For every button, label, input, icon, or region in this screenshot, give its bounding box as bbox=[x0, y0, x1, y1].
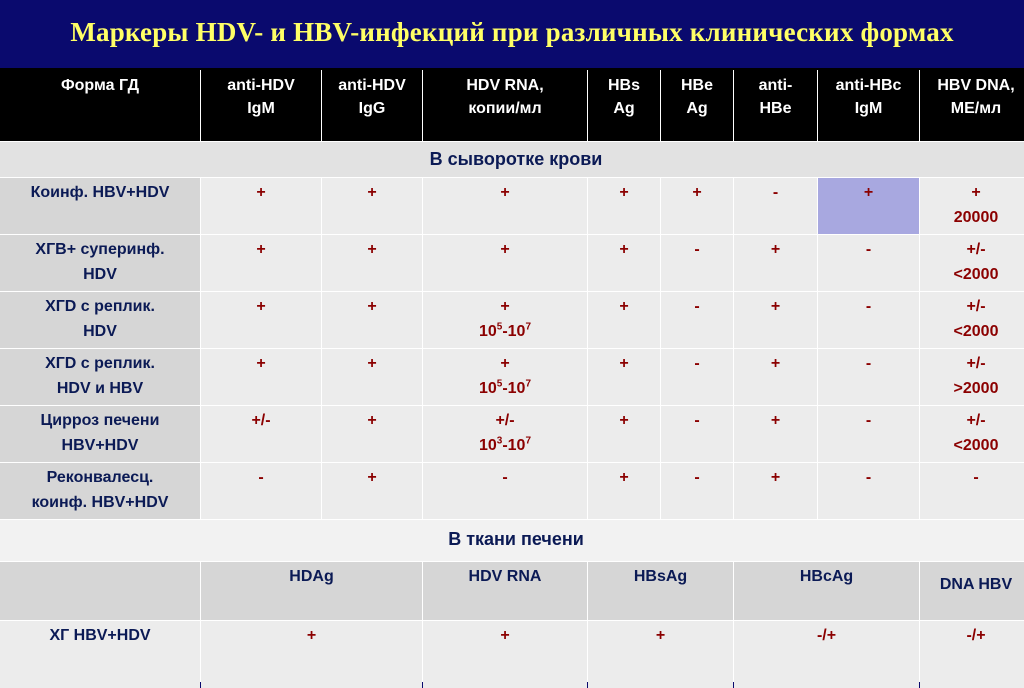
cell-value: -/+ bbox=[734, 621, 919, 688]
cell-value: +/- bbox=[201, 406, 321, 462]
cell-value: +/- <2000 bbox=[920, 406, 1024, 462]
cell-value: - bbox=[920, 463, 1024, 519]
row-label: ХГ HBV+HDV bbox=[0, 621, 200, 688]
cell-value: + bbox=[201, 292, 321, 348]
liver-column-header: HDAg bbox=[201, 562, 422, 620]
column-header: anti-HDV IgG bbox=[322, 70, 422, 141]
cell-value: +/- >2000 bbox=[920, 349, 1024, 405]
liver-column-header: DNA HBV bbox=[920, 562, 1024, 620]
column-header: anti-HBc IgM bbox=[818, 70, 919, 141]
liver-column-header: HBcAg bbox=[734, 562, 919, 620]
cell-value: + bbox=[734, 349, 817, 405]
cell-value: + bbox=[734, 235, 817, 291]
column-header: anti-HDV IgM bbox=[201, 70, 321, 141]
cell-value: + bbox=[734, 406, 817, 462]
cell-value-rna: - bbox=[423, 463, 587, 519]
section-liver: В ткани печени bbox=[0, 520, 1024, 561]
cell-value: +/- <2000 bbox=[920, 292, 1024, 348]
cell-value: + bbox=[201, 178, 321, 234]
cell-value: + bbox=[661, 178, 733, 234]
cell-value: + bbox=[588, 292, 660, 348]
cell-value: + bbox=[423, 621, 587, 688]
cell-value: - bbox=[661, 235, 733, 291]
cell-value: + bbox=[588, 463, 660, 519]
cell-value: - bbox=[201, 463, 321, 519]
row-label: Цирроз печени HBV+HDV bbox=[0, 406, 200, 462]
cell-value: + bbox=[588, 178, 660, 234]
cell-value: -/+ bbox=[920, 621, 1024, 688]
markers-table bbox=[0, 68, 1024, 682]
cell-value: + bbox=[201, 621, 422, 688]
cell-value: + bbox=[588, 349, 660, 405]
column-header: HDV RNA, копии/мл bbox=[423, 70, 587, 141]
column-header: HBs Ag bbox=[588, 70, 660, 141]
cell-value: - bbox=[818, 235, 919, 291]
row-label: ХГВ+ суперинф. HDV bbox=[0, 235, 200, 291]
column-header: anti- HBe bbox=[734, 70, 817, 141]
cell-value: + bbox=[588, 235, 660, 291]
cell-value-rna: + bbox=[423, 235, 587, 291]
section-serum: В сыворотке крови bbox=[0, 142, 1024, 177]
liver-header-empty bbox=[0, 562, 200, 620]
cell-value: - bbox=[734, 178, 817, 234]
cell-value: + bbox=[322, 235, 422, 291]
cell-value: + bbox=[201, 349, 321, 405]
cell-value: - bbox=[818, 292, 919, 348]
cell-value-rna: + $10^5-10^7$ bbox=[423, 349, 587, 405]
cell-value-rna: +/- $10^3-10^7$ bbox=[423, 406, 587, 462]
cell-value: + bbox=[734, 292, 817, 348]
column-header: HBV DNA, МЕ/мл bbox=[920, 70, 1024, 141]
cell-value: - bbox=[818, 463, 919, 519]
cell-value: + bbox=[322, 349, 422, 405]
cell-value: + bbox=[588, 406, 660, 462]
row-label: Реконвалесц. коинф. HBV+HDV bbox=[0, 463, 200, 519]
cell-value: + bbox=[734, 463, 817, 519]
cell-value: - bbox=[818, 406, 919, 462]
liver-column-header: HBsAg bbox=[588, 562, 733, 620]
cell-value: + bbox=[818, 178, 919, 234]
column-header: Форма ГД bbox=[0, 70, 200, 141]
cell-value: + bbox=[588, 621, 733, 688]
cell-value-rna: + bbox=[423, 178, 587, 234]
column-header: HBe Ag bbox=[661, 70, 733, 141]
cell-value: + 20000 bbox=[920, 178, 1024, 234]
cell-value: +/- <2000 bbox=[920, 235, 1024, 291]
cell-value: - bbox=[818, 349, 919, 405]
cell-value: - bbox=[661, 292, 733, 348]
cell-value: - bbox=[661, 349, 733, 405]
cell-value: + bbox=[322, 463, 422, 519]
cell-value: - bbox=[661, 406, 733, 462]
cell-value: + bbox=[322, 406, 422, 462]
cell-value: + bbox=[201, 235, 321, 291]
slide-title: Маркеры HDV- и HBV-инфекций при различных клинических формах bbox=[70, 16, 954, 47]
cell-value: + bbox=[322, 178, 422, 234]
cell-value: + bbox=[322, 292, 422, 348]
cell-value-rna: + $10^5-10^7$ bbox=[423, 292, 587, 348]
liver-column-header: HDV RNA bbox=[423, 562, 587, 620]
cell-value: - bbox=[661, 463, 733, 519]
row-label: ХГD с реплик. HDV bbox=[0, 292, 200, 348]
row-label: ХГD с реплик. HDV и HBV bbox=[0, 349, 200, 405]
row-label: Коинф. HBV+HDV bbox=[0, 178, 200, 234]
